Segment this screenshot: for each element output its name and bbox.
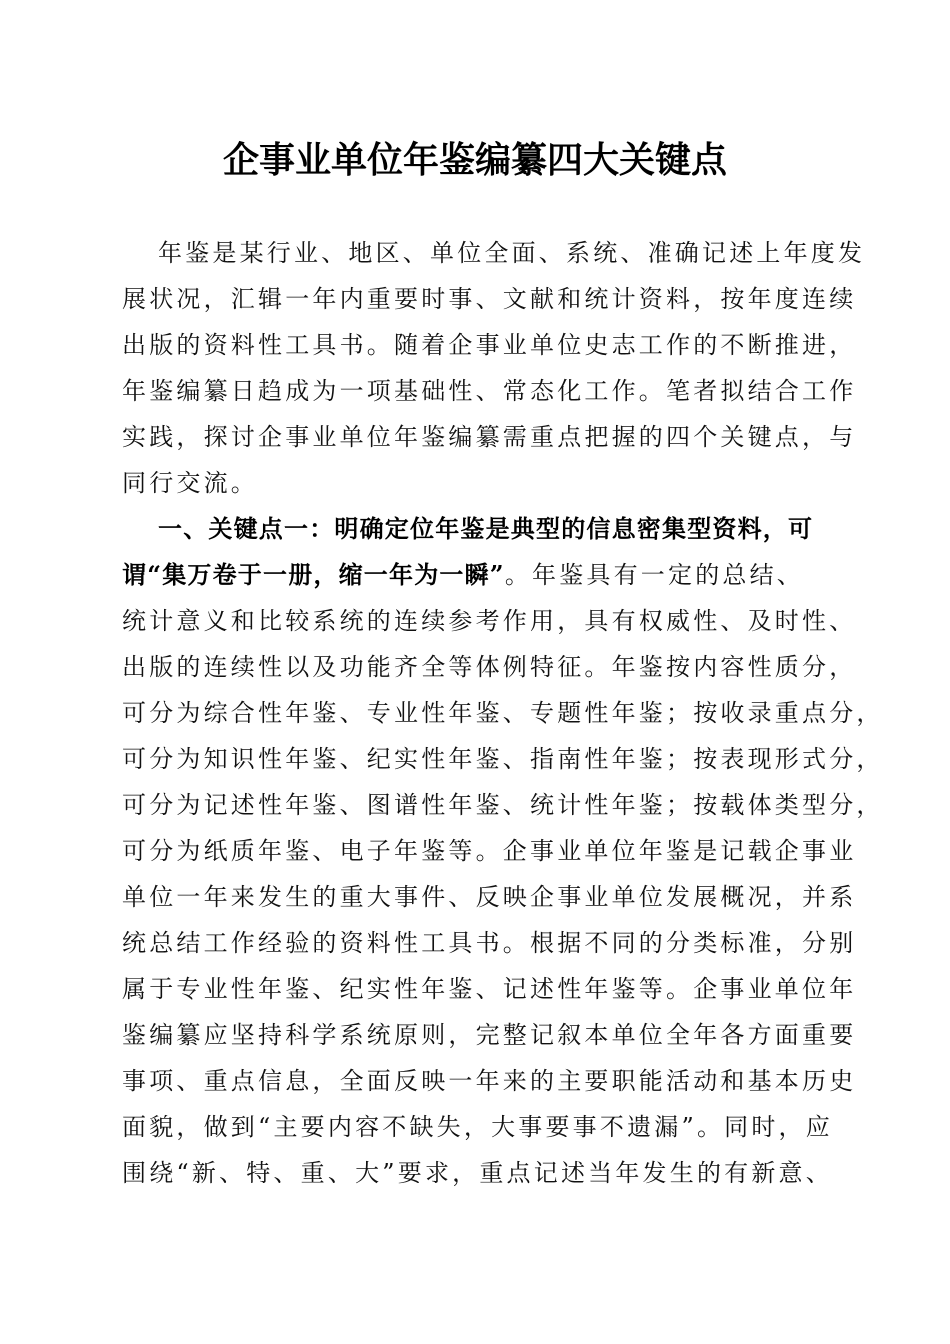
paragraph-line: 年鉴编纂日趋成为一项基础性、常态化工作。笔者拟结合工作	[122, 377, 857, 405]
section-line: 统计意义和比较系统的连续参考作用，具有权威性、及时性、	[122, 607, 857, 635]
section-line: 围绕“新、特、重、大”要求，重点记述当年发生的有新意、	[122, 1159, 833, 1187]
paragraph-line: 出版的资料性工具书。随着企事业单位史志工作的不断推进，	[122, 331, 857, 359]
paragraph-line: 同行交流。	[122, 469, 258, 497]
section-heading-quote: 谓“集万卷于一册，缩一年为一瞬”	[122, 560, 505, 589]
section-heading-line	[122, 553, 804, 597]
section-line: 统总结工作经验的资料性工具书。根据不同的分类标准，分别	[122, 929, 857, 957]
section-line: 事项、重点信息，全面反映一年来的主要职能活动和基本历史	[122, 1067, 857, 1095]
section-line: 单位一年来发生的重大事件、反映企事业单位发展概况，并系	[122, 883, 857, 911]
section-line: 属于专业性年鉴、纪实性年鉴、记述性年鉴等。企事业单位年	[122, 975, 857, 1003]
section-line: 出版的连续性以及功能齐全等体例特征。年鉴按内容性质分，	[122, 653, 857, 681]
paragraph-line: 年鉴是某行业、地区、单位全面、系统、准确记述上年度发	[158, 239, 866, 267]
paragraph-line: 展状况，汇辑一年内重要时事、文献和统计资料，按年度连续	[122, 285, 857, 313]
section-line: 可分为纸质年鉴、电子年鉴等。企事业单位年鉴是记载企事业	[122, 837, 857, 865]
document-title: 企事业单位年鉴编纂四大关键点	[222, 139, 727, 181]
section-line: 可分为综合性年鉴、专业性年鉴、专题性年鉴；按收录重点分，	[122, 699, 884, 727]
section-line: 可分为知识性年鉴、纪实性年鉴、指南性年鉴；按表现形式分，	[122, 745, 884, 773]
section-heading: 一、关键点一：明确定位年鉴是典型的信息密集型资料，可	[158, 514, 814, 543]
paragraph-line: 实践，探讨企事业单位年鉴编纂需重点把握的四个关键点，与	[122, 423, 857, 451]
section-text: 。年鉴具有一定的总结、	[504, 561, 805, 589]
section-line: 面貌，做到“主要内容不缺失，大事要事不遗漏”。同时，应	[122, 1113, 833, 1141]
section-line: 可分为记述性年鉴、图谱性年鉴、统计性年鉴；按载体类型分，	[122, 791, 884, 819]
section-line: 鉴编纂应坚持科学系统原则，完整记叙本单位全年各方面重要	[122, 1021, 857, 1049]
